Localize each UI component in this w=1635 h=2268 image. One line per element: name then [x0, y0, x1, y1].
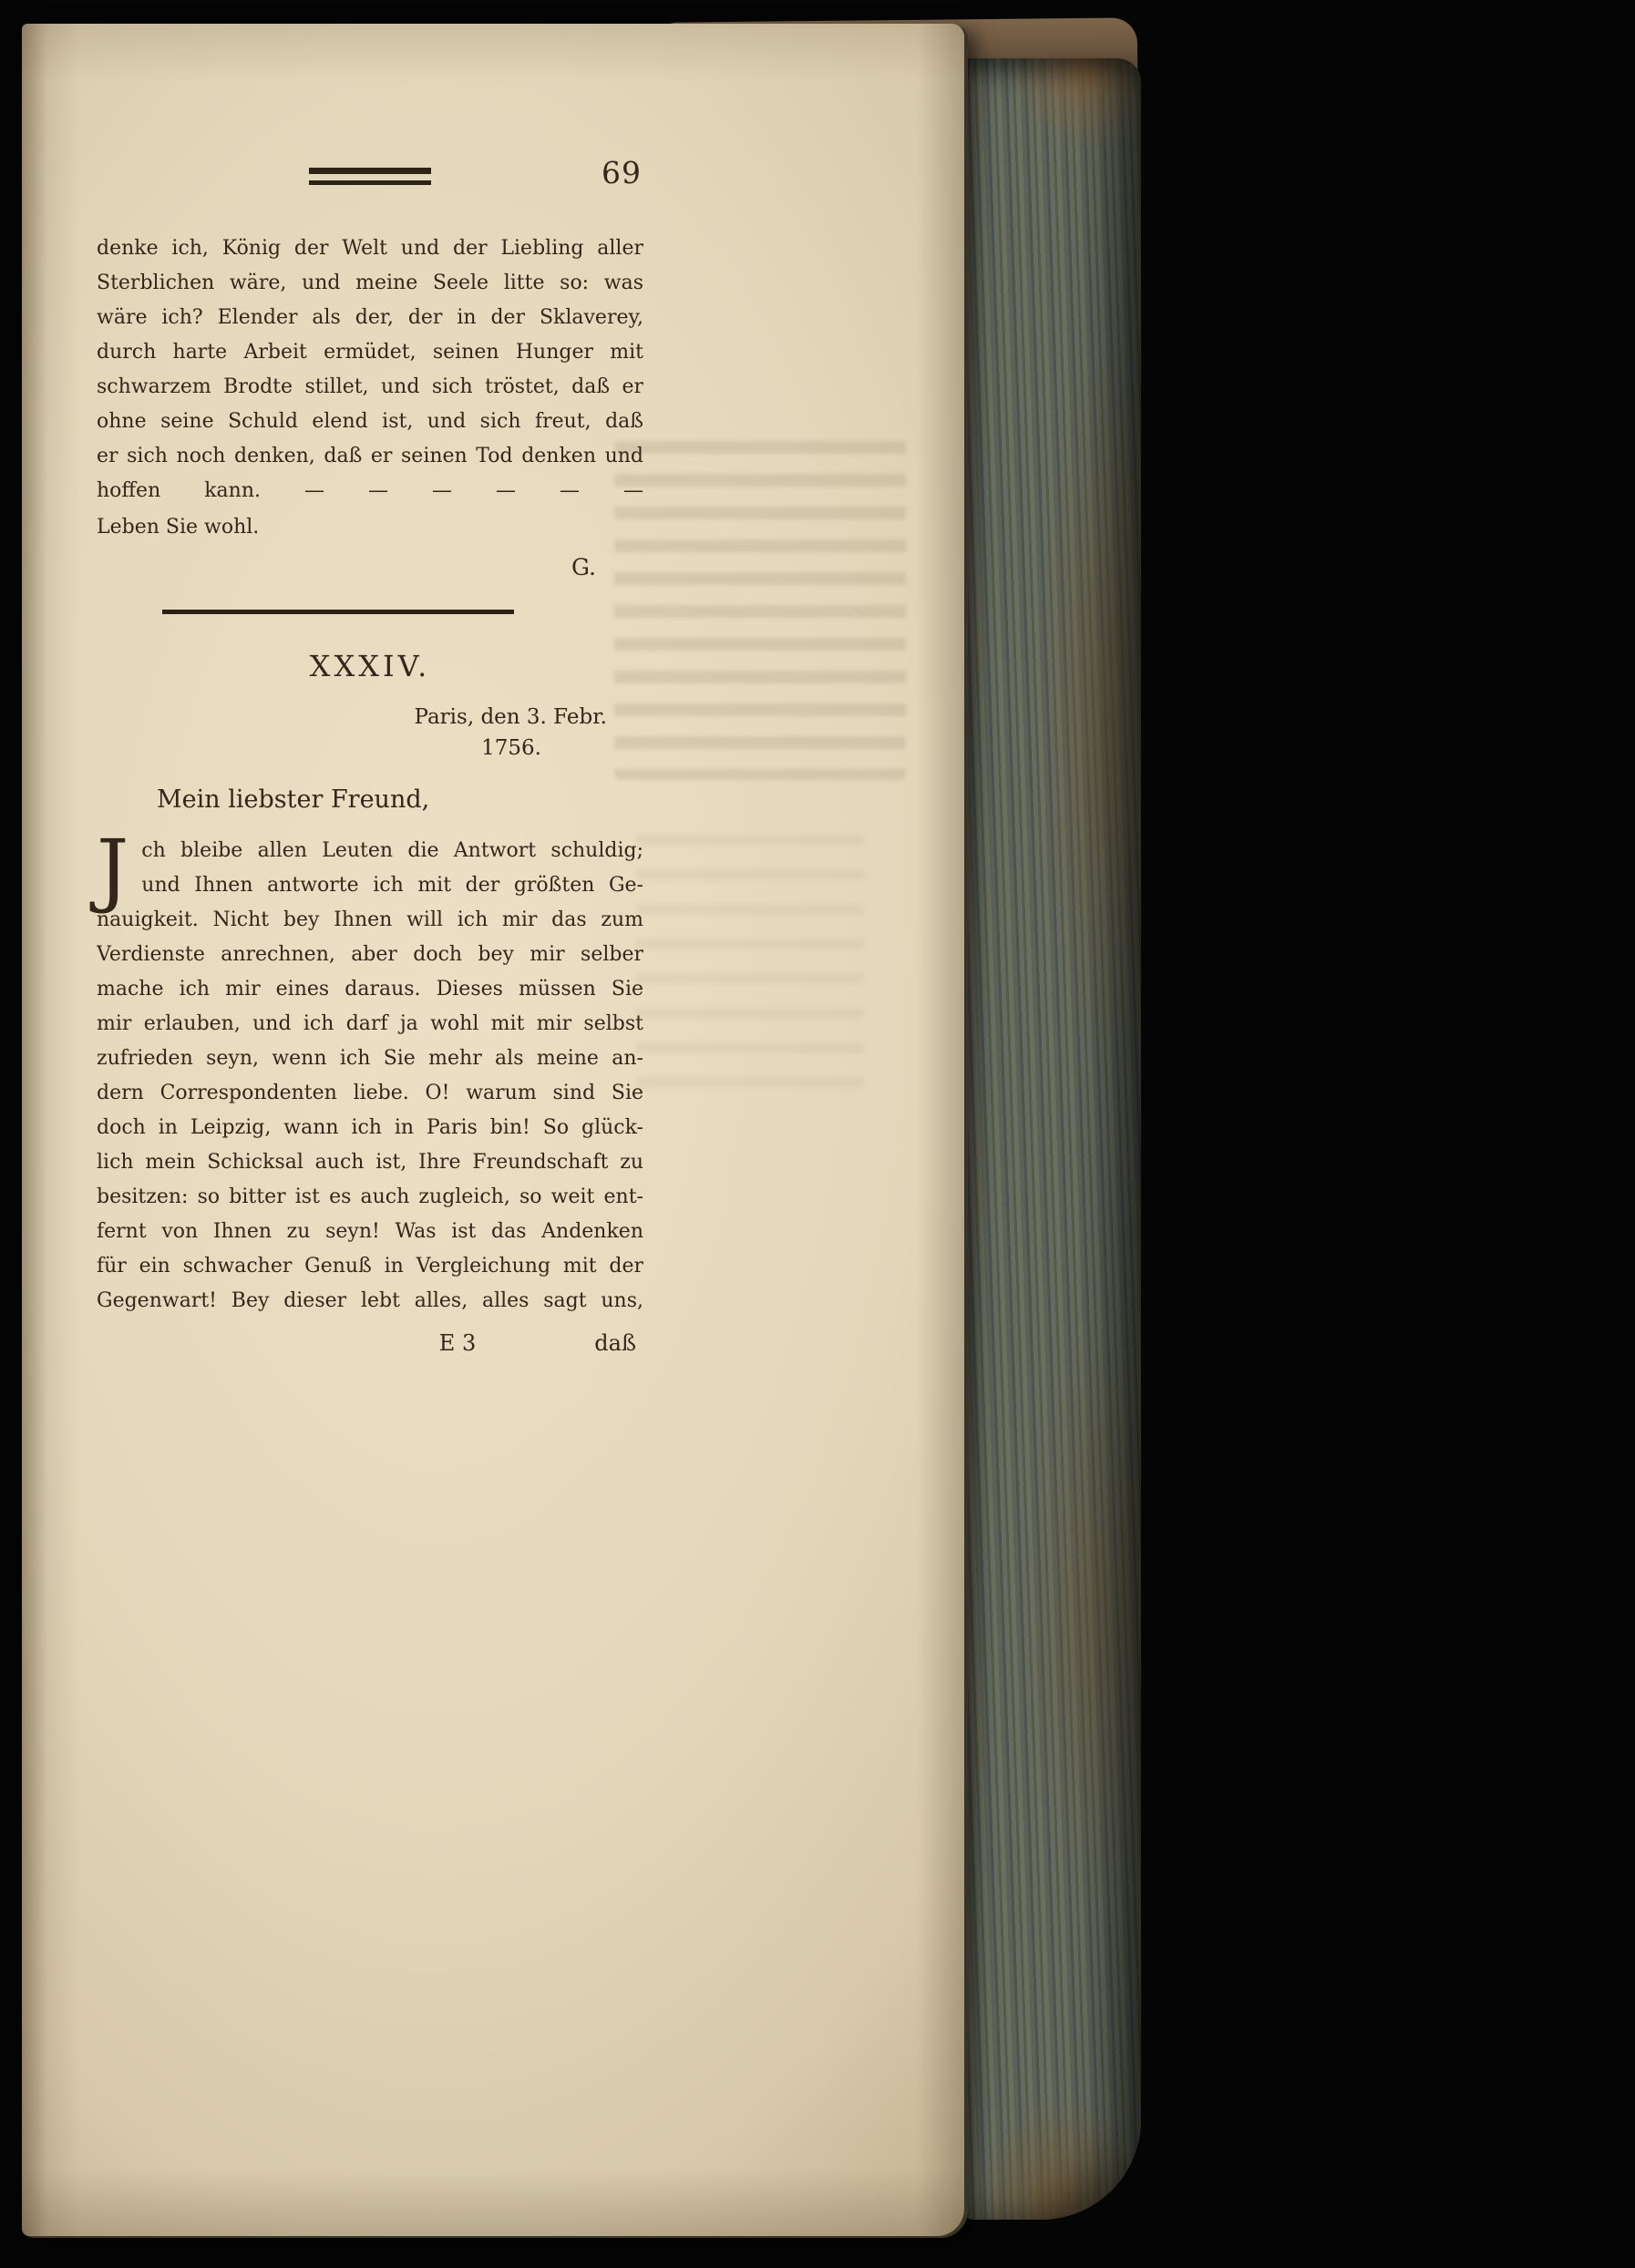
letter-dateline-year: 1756. — [481, 736, 541, 760]
letter-dateline: Paris, den 3. Febr. — [414, 705, 607, 729]
book — [22, 18, 1141, 2238]
text-line: zufrieden seyn, wenn ich Sie mehr als meine an- — [97, 1047, 643, 1070]
text-line: ohne seine Schuld elend ist, und sich freut, daß — [97, 410, 643, 433]
text-line: dern Correspondenten liebe. O! warum sind Sie — [97, 1082, 643, 1104]
text-line: durch harte Arbeit ermüdet, seinen Hunger mit — [97, 341, 643, 364]
drop-cap: J — [97, 822, 129, 916]
text-line: er sich noch denken, daß er seinen Tod denken und — [97, 445, 643, 467]
signature-mark: E 3 — [438, 1330, 477, 1356]
text-line: mir erlauben, und ich darf ja wohl mit mir selbst — [97, 1012, 643, 1035]
text-line: Gegenwart! Bey dieser lebt alles, alles sagt uns, — [97, 1289, 643, 1312]
text-line: hoffen kann. — — — — — — — [97, 479, 643, 502]
text-line: mache ich mir eines daraus. Dieses müssen Sie — [97, 978, 643, 1001]
previous-letter-paragraph — [97, 231, 643, 580]
text-line: schwarzem Brodte stillet, und sich tröstet, daß er — [97, 375, 643, 398]
section-divider-rule — [162, 610, 514, 614]
text-line: wäre ich? Elender als der, der in der Sklaverey, — [97, 306, 643, 329]
text-line: nauigkeit. Nicht bey Ihnen will ich mir das zum — [97, 908, 643, 931]
ink-bleedthrough — [636, 826, 864, 1099]
ornament-bar — [309, 168, 431, 174]
letter-salutation: Mein liebster Freund, — [157, 785, 430, 814]
text-line: für ein schwacher Genuß in Vergleichung mit der — [97, 1255, 643, 1278]
text-line: lich mein Schicksal auch ist, Ihre Freundschaft zu — [97, 1151, 643, 1174]
text-line: denke ich, König der Welt und der Liebling aller — [97, 237, 643, 260]
header-rule-ornament — [309, 168, 431, 185]
ornament-bar — [309, 180, 431, 185]
letter-body — [97, 822, 643, 1319]
ink-bleedthrough — [614, 434, 906, 780]
page-footer — [97, 1326, 643, 1362]
page-header — [97, 155, 643, 208]
book-fore-edge — [961, 58, 1141, 2220]
catchword: daß — [594, 1330, 636, 1356]
text-line: doch in Leipzig, wann ich in Paris bin! So glück- — [97, 1116, 643, 1139]
letter-closing: Leben Sie wohl. — [97, 516, 260, 539]
page-number: 69 — [602, 155, 642, 190]
text-line: und Ihnen antworte ich mit der größten Ge- — [141, 874, 643, 897]
text-line: Sterblichen wäre, und meine Seele litte so: was — [97, 272, 643, 294]
letter-heading: XXXIV. — [309, 649, 431, 683]
book-page — [22, 24, 964, 2236]
text-line: ch bleibe allen Leuten die Antwort schuldig; — [141, 839, 643, 862]
letter-signature: G. — [571, 554, 596, 580]
page-content — [97, 155, 643, 1362]
text-line: besitzen: so bitter ist es auch zugleich, so weit ent- — [97, 1185, 643, 1208]
text-line: fernt von Ihnen zu seyn! Was ist das Andenken — [97, 1220, 643, 1243]
text-line: Verdienste anrechnen, aber doch bey mir selber — [97, 943, 643, 966]
